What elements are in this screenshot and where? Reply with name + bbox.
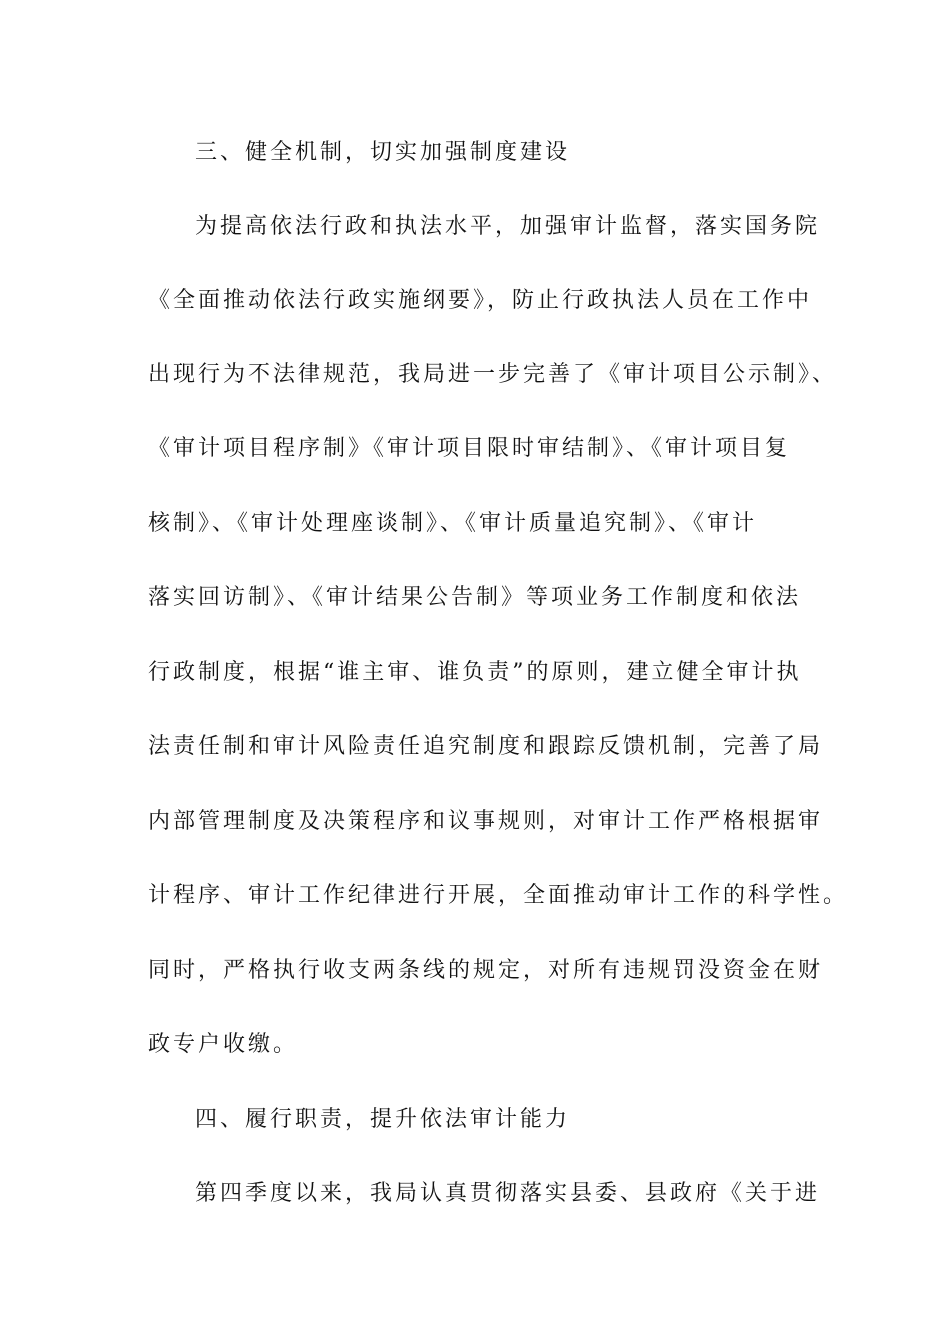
paragraph-line: 同时，严格执行收支两条线的规定，对所有违规罚没资金在财 [148,958,824,983]
paragraph-line: 为提高依法行政和执法水平，加强审计监督，落实国务院 [195,214,821,239]
section-heading-3: 三、健全机制，切实加强制度建设 [195,140,571,165]
paragraph-line: 落实回访制》、《审计结果公告制》等项业务工作制度和依法 [148,585,802,610]
paragraph-line: 出现行为不法律规范，我局进一步完善了《审计项目公示制》、 [148,362,838,387]
paragraph-line: 行政制度，根据“谁主审、谁负责”的原则，建立健全审计执 [148,660,802,685]
paragraph-line: 《全面推动依法行政实施纲要》，防止行政执法人员在工作中 [148,288,813,313]
paragraph-line: 法责任制和审计风险责任追究制度和跟踪反馈机制，完善了局 [148,734,824,759]
section-heading-4: 四、履行职责，提升依法审计能力 [195,1107,571,1132]
paragraph-line: 政专户收缴。 [148,1032,299,1057]
paragraph-line: 内部管理制度及决策程序和议事规则，对审计工作严格根据审 [148,809,824,834]
paragraph-line: 第四季度以来，我局认真贯彻落实县委、县政府《关于进 [195,1181,821,1206]
paragraph-line: 核制》、《审计处理座谈制》、《审计质量追究制》、《审计 [148,511,758,536]
paragraph-line: 计程序、审计工作纪律进行开展，全面推动审计工作的科学性。 [148,883,849,908]
paragraph-line: 《审计项目程序制》《审计项目限时审结制》、《审计项目复 [148,436,791,461]
